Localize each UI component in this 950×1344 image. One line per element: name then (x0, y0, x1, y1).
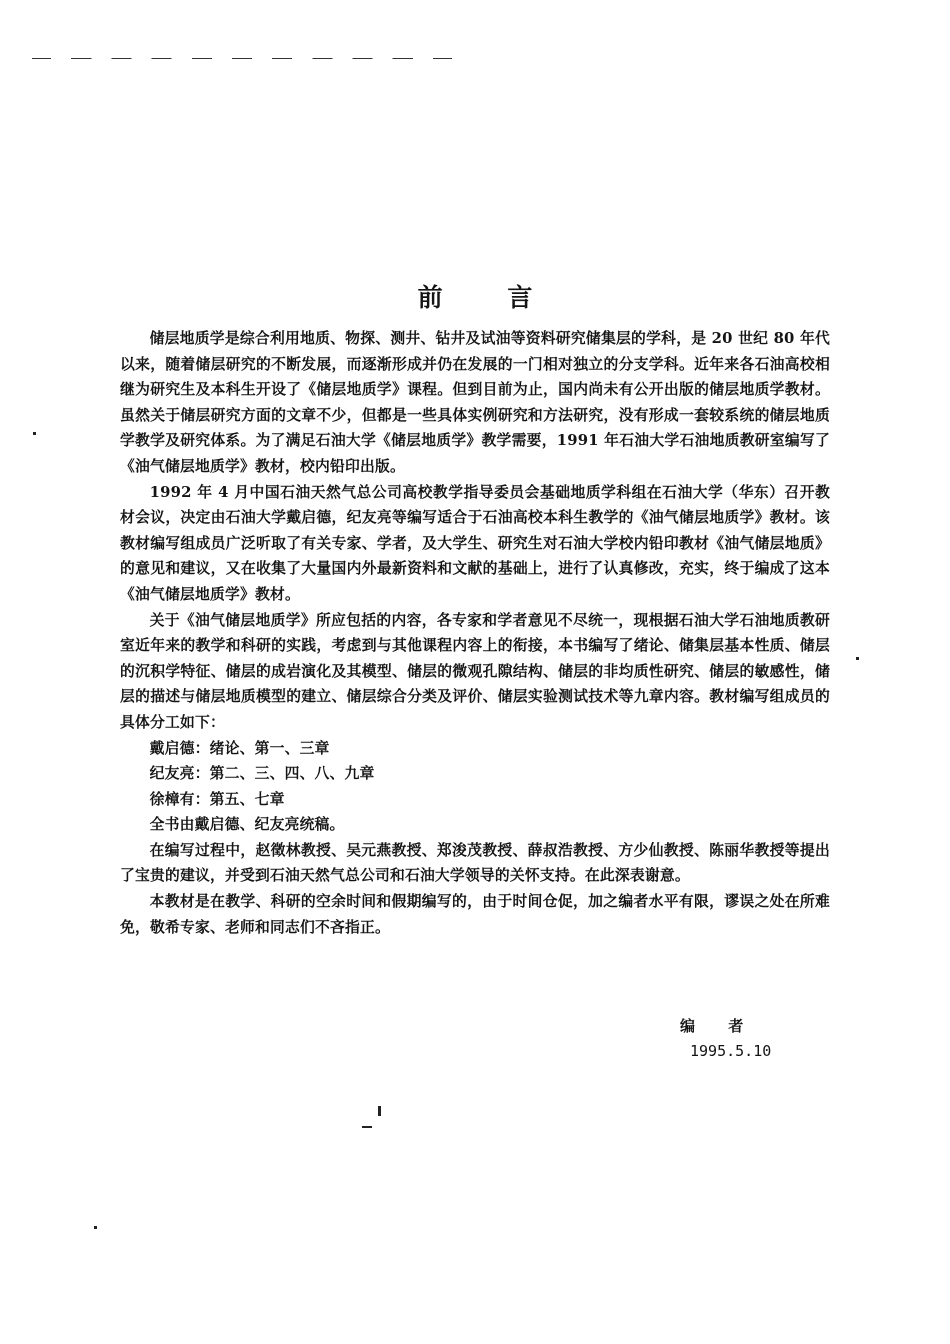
signature-date: 1995.5.10 (690, 1042, 772, 1060)
paragraph-history: 1992 年 4 月中国石油天然气总公司高校教学指导委员会基础地质学科组在石油大学（华东）召开教材会议，决定由石油大学戴启德，纪友亮等编写适合于石油高校本科生教学的《油气储层地质学》教材。该教材编写组成员广泛听取了有关专家、学者，及大学生、研究生对石油大学校内铅印教材《油气储层地质》的意见和建议，又在收集了大量国内外最新资料和文献的基础上，进行了认真修改，充实，终于编成了这本《油气储层地质学》教材。 (120, 483, 830, 603)
scan-speck (94, 1226, 97, 1229)
scan-speck (378, 1106, 381, 1116)
author-assignment: 戴启德：绪论、第一、三章 (149, 739, 330, 757)
preface-body (120, 326, 830, 940)
paragraph-closing: 本教材是在教学、科研的空余时间和假期编写的，由于时间仓促，加之编者水平有限，谬误之处在所难免，敬希专家、老师和同志们不吝指正。 (120, 893, 830, 936)
author-assignment: 徐樟有：第五、七章 (149, 790, 285, 808)
scan-speck (362, 1126, 372, 1128)
scan-speck (33, 432, 36, 435)
paragraph-acknowledgement: 在编写过程中，赵徵林教授、吴元燕教授、郑浚茂教授、薛叔浩教授、方少仙教授、陈丽华教授等提出了宝贵的建议，并受到石油天然气总公司和石油大学领导的关怀支持。在此深表谢意。 (120, 841, 830, 885)
header-dashed-rule (32, 58, 452, 59)
scan-speck (856, 657, 859, 660)
signature: 编 者 (680, 1017, 758, 1035)
page-title: 前 言 (417, 283, 561, 312)
paragraph-intro: 储层地质学是综合利用地质、物探、测井、钻井及试油等资料研究储集层的学科，是 20 世纪 80 年代以来，随着储层研究的不断发展，而逐渐形成并仍在发展的一门相对独立的分支学科。近年来各石油高校相继为研究生及本科生开设了《储层地质学》课程。但到目前为止，国内尚未有公开出版的储层地质学教材。虽然关于储层研究方面的文章不少，但都是一些具体实例研究和方法研究，没有形成一套较系统的储层地质学教学及研究体系。为了满足石油大学《储层地质学》教学需要，1991 年石油大学石油地质教研室编写了《油气储层地质学》教材，校内铅印出版。 (120, 330, 830, 475)
author-assignment: 纪友亮：第二、三、四、八、九章 (149, 765, 375, 783)
paragraph-contents: 关于《油气储层地质学》所应包括的内容，各专家和学者意见不尽统一，现根据石油大学石油地质教研室近年来的教学和科研的实践，考虑到与其他课程内容上的衔接，本书编写了绪论、储集层基本性质、储层的沉积学特征、储层的成岩演化及其模型、储层的微观孔隙结构、储层的非均质性研究、储层的敏感性，储层的描述与储层地质模型的建立、储层综合分类及评价、储层实验测试技术等九章内容。教材编写组成员的具体分工如下： (120, 611, 830, 731)
editing-note: 全书由戴启德、纪友亮统稿。 (149, 816, 345, 834)
